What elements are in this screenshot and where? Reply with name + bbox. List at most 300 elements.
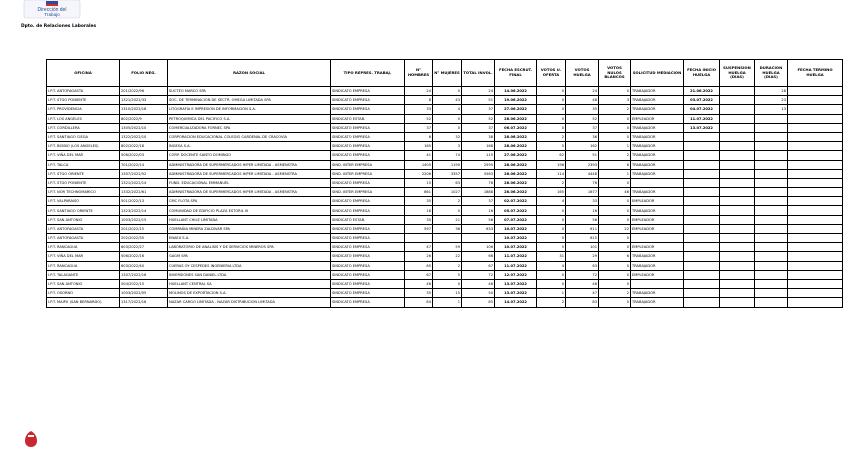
table-cell: SIND. INTER EMPRESA bbox=[331, 160, 405, 169]
table-cell: 10.07.2022 bbox=[495, 234, 537, 243]
table-cell: 37 bbox=[462, 197, 495, 206]
table-cell bbox=[788, 160, 843, 169]
column-header: VOTOS NULOS BLANCOS bbox=[599, 60, 631, 87]
table-cell: 0 bbox=[433, 123, 462, 132]
table-cell: PETROQUIMICA DEL PACIFICO S.A. bbox=[168, 114, 331, 123]
table-cell bbox=[720, 298, 755, 307]
table-cell: SINDICATO ESTAB. bbox=[331, 215, 405, 224]
table-cell: I.P.T. STGO ORIENTE bbox=[47, 169, 120, 178]
table-cell: 78 bbox=[462, 178, 495, 187]
table-cell bbox=[684, 215, 720, 224]
table-cell: I.P.T. SANTIAGO ORIENTE bbox=[47, 206, 120, 215]
table-cell: 0 bbox=[599, 197, 631, 206]
table-cell bbox=[755, 215, 788, 224]
table-cell: I.P.T. SANTIAGO CIEGA bbox=[47, 132, 120, 141]
table-cell bbox=[720, 169, 755, 178]
table-cell bbox=[720, 188, 755, 197]
table-cell: 33 bbox=[405, 105, 433, 114]
table-cell bbox=[720, 252, 755, 261]
table-cell: 0 bbox=[537, 114, 566, 123]
column-header: SOLICITUD MEDIACION bbox=[631, 60, 684, 87]
table-cell: 37 bbox=[462, 105, 495, 114]
table-cell: I.P.T. TALCA bbox=[47, 160, 120, 169]
table-cell: 12.07.2022 bbox=[495, 270, 537, 279]
table-cell bbox=[755, 234, 788, 243]
table-cell: 21.06.2022 bbox=[684, 87, 720, 96]
table-cell: 0 bbox=[537, 224, 566, 233]
table-cell bbox=[788, 206, 843, 215]
table-cell: 0 bbox=[433, 114, 462, 123]
table-cell bbox=[720, 87, 755, 96]
table-cell: 1323/2022/14 bbox=[120, 206, 168, 215]
table-cell: 5 bbox=[537, 243, 566, 252]
table-cell: 201/2022/96 bbox=[120, 87, 168, 96]
table-cell bbox=[755, 270, 788, 279]
column-header: FECHA ESCRUT. FINAL bbox=[495, 60, 537, 87]
table-cell: 85 bbox=[462, 298, 495, 307]
table-cell bbox=[684, 261, 720, 270]
table-cell bbox=[788, 132, 843, 141]
table-cell: 21 bbox=[433, 215, 462, 224]
table-cell: 22 bbox=[433, 252, 462, 261]
table-cell bbox=[755, 298, 788, 307]
table-cell bbox=[755, 142, 788, 151]
table-cell bbox=[788, 243, 843, 252]
table-cell: 8 bbox=[405, 96, 433, 105]
table-cell: 41 bbox=[405, 151, 433, 160]
table-cell: 504/2022/15 bbox=[120, 279, 168, 288]
table-cell bbox=[720, 151, 755, 160]
table-cell bbox=[720, 160, 755, 169]
table-cell: 1332/2022/61 bbox=[120, 188, 168, 197]
table-cell: 115 bbox=[462, 151, 495, 160]
table-cell bbox=[684, 160, 720, 169]
table-cell: TRABAJADOR bbox=[631, 188, 684, 197]
table-cell: SINDICATO EMPRESA bbox=[331, 224, 405, 233]
table-cell: 14.07.2022 bbox=[495, 298, 537, 307]
table-cell: 501/2022/13 bbox=[120, 197, 168, 206]
table-cell bbox=[433, 234, 462, 243]
table-cell: EMPLEADOR bbox=[631, 270, 684, 279]
table-cell: 1677 bbox=[566, 188, 599, 197]
table-cell: 14.06.2022 bbox=[495, 87, 537, 96]
table-cell: SINDICATO ESTAB. bbox=[331, 114, 405, 123]
table-cell: TRABAJADOR bbox=[631, 169, 684, 178]
table-cell bbox=[720, 114, 755, 123]
table-cell: 3 bbox=[599, 96, 631, 105]
column-header: FOLIO NEG. bbox=[120, 60, 168, 87]
table-row bbox=[47, 298, 843, 307]
table-cell bbox=[788, 279, 843, 288]
column-header: VOTOS U. OFERTA bbox=[537, 60, 566, 87]
table-cell: SINDICATO EMPRESA bbox=[331, 243, 405, 252]
table-cell: 74 bbox=[433, 151, 462, 160]
table-cell: 72 bbox=[566, 270, 599, 279]
table-cell: I.P.T. SAN ANTONIO bbox=[47, 215, 120, 224]
table-cell: SINDICATO EMPRESA bbox=[331, 123, 405, 132]
table-cell: 5 bbox=[433, 270, 462, 279]
table-cell: 0 bbox=[599, 206, 631, 215]
table-cell: 0 bbox=[537, 215, 566, 224]
table-cell: TRABAJADOR bbox=[631, 206, 684, 215]
table-cell: 101 bbox=[566, 243, 599, 252]
table-cell: I.P.T. TALAGANTE bbox=[47, 270, 120, 279]
table-cell: 28.06.2022 bbox=[495, 142, 537, 151]
table-cell bbox=[788, 188, 843, 197]
table-cell bbox=[788, 224, 843, 233]
table-cell: 615 bbox=[566, 234, 599, 243]
table-cell: 0 bbox=[599, 279, 631, 288]
table-cell: I.P.T. BIOBIO (LOS ANGELES) bbox=[47, 142, 120, 151]
table-row bbox=[47, 188, 843, 197]
table-cell: SINDICATO EMPRESA bbox=[331, 197, 405, 206]
table-cell bbox=[720, 270, 755, 279]
table-row bbox=[47, 243, 843, 252]
table-cell: 29 bbox=[566, 252, 599, 261]
table-cell: 36 bbox=[566, 132, 599, 141]
table-cell: 2 bbox=[537, 298, 566, 307]
table-cell: 37 bbox=[405, 123, 433, 132]
table-row bbox=[47, 132, 843, 141]
table-cell: 6 bbox=[599, 252, 631, 261]
table-cell: 1307/2022/16 bbox=[120, 270, 168, 279]
table-cell: 24 bbox=[462, 87, 495, 96]
table-cell: 84 bbox=[405, 298, 433, 307]
table-cell bbox=[788, 197, 843, 206]
table-header-row bbox=[47, 60, 843, 87]
table-cell: 2595 bbox=[462, 160, 495, 169]
table-cell: 5563 bbox=[462, 169, 495, 178]
table-cell: 1 bbox=[433, 298, 462, 307]
table-cell: 72 bbox=[462, 270, 495, 279]
table-row bbox=[47, 279, 843, 288]
table-cell: SINDICATO EMPRESA bbox=[331, 206, 405, 215]
table-cell: 13.07.2022 bbox=[495, 289, 537, 298]
table-cell: 0 bbox=[599, 243, 631, 252]
table-cell bbox=[462, 234, 495, 243]
table-cell bbox=[788, 114, 843, 123]
table-cell: I.P.T. ANTOFAGASTA bbox=[47, 224, 120, 233]
table-cell: SINDICATO EMPRESA bbox=[331, 151, 405, 160]
table-cell: 28.06.2022 bbox=[495, 188, 537, 197]
table-cell: 1 bbox=[599, 169, 631, 178]
table-cell: FUND. EDUCACIONAL EMMANUEL bbox=[168, 178, 331, 187]
table-cell bbox=[788, 261, 843, 270]
table-cell: TRABAJADOR bbox=[631, 105, 684, 114]
table-cell: CORPORACION EDUCACIONAL COLEGIO CARDENAL DE CRACOVIA bbox=[168, 132, 331, 141]
table-cell: 56 bbox=[462, 215, 495, 224]
table-cell: 02.07.2022 bbox=[495, 197, 537, 206]
table-cell: 27.06.2022 bbox=[495, 151, 537, 160]
table-cell: MOLINOS DE EXPORTACION S.A. bbox=[168, 289, 331, 298]
table-cell: 1310/2022/18 bbox=[120, 105, 168, 114]
table-cell: 0 bbox=[537, 206, 566, 215]
table-cell bbox=[684, 252, 720, 261]
table-cell bbox=[720, 215, 755, 224]
table-cell bbox=[684, 151, 720, 160]
table-cell: 22 bbox=[599, 224, 631, 233]
table-cell bbox=[755, 160, 788, 169]
table-cell: 83 bbox=[566, 298, 599, 307]
table-cell: 28.06.2022 bbox=[495, 169, 537, 178]
table-row bbox=[47, 252, 843, 261]
table-cell: 0 bbox=[599, 215, 631, 224]
table-cell bbox=[788, 96, 843, 105]
table-cell: 4 bbox=[433, 105, 462, 114]
table-cell: 165 bbox=[537, 188, 566, 197]
table-cell: 0 bbox=[433, 87, 462, 96]
table-row bbox=[47, 114, 843, 123]
table-cell bbox=[788, 123, 843, 132]
table-cell: TRABAJADOR bbox=[631, 289, 684, 298]
table-cell: 16 bbox=[405, 206, 433, 215]
table-cell: 67 bbox=[405, 270, 433, 279]
table-cell: TRABAJADOR bbox=[631, 142, 684, 151]
table-cell: 603/2022/27 bbox=[120, 243, 168, 252]
table-cell: SINDICATO EMPRESA bbox=[331, 234, 405, 243]
column-header: N° HOMBRES bbox=[405, 60, 433, 87]
table-cell: I.P.T. VALPARAISO bbox=[47, 197, 120, 206]
table-cell bbox=[788, 215, 843, 224]
table-cell: I.P.T. PROVIDENCIA bbox=[47, 105, 120, 114]
table-cell: 16 bbox=[462, 206, 495, 215]
table-cell: 1 bbox=[537, 289, 566, 298]
table-cell bbox=[720, 197, 755, 206]
table-cell: HUELLANT CENTRAL SA bbox=[168, 279, 331, 288]
table-cell bbox=[684, 224, 720, 233]
column-header: SUSPENSION HUELGA (DIAS) bbox=[720, 60, 755, 87]
table-cell bbox=[788, 169, 843, 178]
table-cell: 11.07.2022 bbox=[495, 261, 537, 270]
table-cell: TRABAJADOR bbox=[631, 261, 684, 270]
table-cell: CUERAS OY CESPEDES INGENIERIA LTDA bbox=[168, 261, 331, 270]
table-cell: 35 bbox=[405, 215, 433, 224]
table-cell: ADMINISTRADORA DE SUPERMERCADOS HIPER LIMITADA - ASMENSTRA bbox=[168, 188, 331, 197]
table-cell bbox=[720, 178, 755, 187]
table-cell: 597 bbox=[405, 224, 433, 233]
table-row bbox=[47, 105, 843, 114]
table-cell: 13.07.2022 bbox=[495, 279, 537, 288]
table-cell: NAZAR CARGO LIMITADA - NAZAR DISTRIBUCION LIMITADA bbox=[168, 298, 331, 307]
table-cell bbox=[755, 243, 788, 252]
table-cell: TRABAJADOR bbox=[631, 160, 684, 169]
table-row bbox=[47, 206, 843, 215]
table-cell: 04.07.2022 bbox=[684, 105, 720, 114]
table-cell: 26 bbox=[405, 252, 433, 261]
strike-negotiations-table bbox=[46, 59, 843, 308]
table-cell: I.P.T. SAN ANTONIO bbox=[47, 279, 120, 288]
table-cell: 24 bbox=[405, 87, 433, 96]
table-cell: 52 bbox=[566, 114, 599, 123]
table-cell bbox=[755, 188, 788, 197]
table-cell: 36 bbox=[433, 224, 462, 233]
table-cell: 28.06.2022 bbox=[495, 160, 537, 169]
table-cell bbox=[788, 105, 843, 114]
table-cell bbox=[684, 206, 720, 215]
table-cell: 19.06.2022 bbox=[495, 96, 537, 105]
table-cell bbox=[684, 197, 720, 206]
table-cell: COMERCIALIZADORA FORNEC SPA bbox=[168, 123, 331, 132]
table-cell bbox=[755, 279, 788, 288]
table-cell bbox=[684, 279, 720, 288]
table-cell: I.P.T. VIÑA DEL MAR bbox=[47, 151, 120, 160]
table-cell bbox=[788, 289, 843, 298]
table-cell: 0 bbox=[599, 298, 631, 307]
column-header: N° MUJERES bbox=[433, 60, 462, 87]
table-row bbox=[47, 270, 843, 279]
table-cell: 0 bbox=[537, 87, 566, 96]
table-cell: HUELLANT CHILE LIMITADA bbox=[168, 215, 331, 224]
table-cell: 2 bbox=[537, 132, 566, 141]
column-header: VOTOS HUELGA bbox=[566, 60, 599, 87]
table-cell: 0 bbox=[537, 123, 566, 132]
table-cell: SINDICATO EMPRESA bbox=[331, 142, 405, 151]
table-cell: 67 bbox=[462, 261, 495, 270]
table-cell bbox=[684, 298, 720, 307]
table-cell: EMPLEADOR bbox=[631, 243, 684, 252]
table-cell: 4 bbox=[537, 261, 566, 270]
table-body bbox=[47, 87, 843, 308]
table-cell: 1322/2022/10 bbox=[120, 132, 168, 141]
table-cell bbox=[788, 270, 843, 279]
table-cell: 2 bbox=[599, 151, 631, 160]
table-cell: I.P.T. STGO PONIENTE bbox=[47, 96, 120, 105]
table-cell bbox=[720, 123, 755, 132]
table-cell: 35 bbox=[405, 197, 433, 206]
table-cell: I.P.T. MAIPU (SAN BERNARDO) bbox=[47, 298, 120, 307]
table-cell: 24 bbox=[566, 87, 599, 96]
table-cell: EMPLEADOR bbox=[631, 197, 684, 206]
table-cell: 05.07.2022 bbox=[495, 206, 537, 215]
column-header: DURACION HUELGA (DIAS) bbox=[755, 60, 788, 87]
table-cell: TRABAJADOR bbox=[631, 96, 684, 105]
table-cell bbox=[755, 224, 788, 233]
table-cell bbox=[755, 169, 788, 178]
table-cell: 802/2022/9 bbox=[120, 114, 168, 123]
table-cell: 0 bbox=[433, 206, 462, 215]
table-cell: 202/2022/35 bbox=[120, 234, 168, 243]
table-row bbox=[47, 123, 843, 132]
table-cell bbox=[755, 252, 788, 261]
table-cell bbox=[684, 142, 720, 151]
table-cell: 1405 bbox=[405, 160, 433, 169]
table-cell: COMPAÑIA MINERA ZALDIVAR SPA bbox=[168, 224, 331, 233]
table-cell bbox=[684, 270, 720, 279]
table-cell bbox=[720, 132, 755, 141]
table-cell: TRABAJADOR bbox=[631, 87, 684, 96]
table-cell: 28.06.2022 bbox=[495, 132, 537, 141]
table-cell: 15 bbox=[405, 178, 433, 187]
table-cell bbox=[755, 197, 788, 206]
table-cell: 0 bbox=[537, 279, 566, 288]
table-cell: 633 bbox=[462, 224, 495, 233]
table-cell: 506/2022/03 bbox=[120, 151, 168, 160]
table-cell: 603/2022/40 bbox=[120, 261, 168, 270]
table-cell: COMUNIDAD DE EDIFICIO PLAZA ESTORIL III bbox=[168, 206, 331, 215]
table-cell: 48 bbox=[566, 96, 599, 105]
table-cell bbox=[788, 298, 843, 307]
table-row bbox=[47, 142, 843, 151]
table-cell: 0 bbox=[537, 270, 566, 279]
table-cell bbox=[684, 289, 720, 298]
table-cell: 1003/2022/05 bbox=[120, 289, 168, 298]
table-cell: 51 bbox=[462, 96, 495, 105]
table-cell: 5 bbox=[537, 142, 566, 151]
table-cell: ENAEX S.A. bbox=[168, 234, 331, 243]
table-cell bbox=[788, 178, 843, 187]
table-cell: SUCTEO MARCO SPA bbox=[168, 87, 331, 96]
table-cell: 27.06.2022 bbox=[495, 105, 537, 114]
table-cell: 31 bbox=[537, 252, 566, 261]
table-cell: TRABAJADOR bbox=[631, 132, 684, 141]
table-cell bbox=[684, 169, 720, 178]
table-cell bbox=[788, 87, 843, 96]
table-cell: 52 bbox=[405, 114, 433, 123]
table-cell: 0 bbox=[599, 178, 631, 187]
table-cell: SINDICATO EMPRESA bbox=[331, 105, 405, 114]
table-cell: 52 bbox=[462, 114, 495, 123]
table-cell: SINDICATO EMPRESA bbox=[331, 298, 405, 307]
table-cell: I.P.T. OSORNO bbox=[47, 289, 120, 298]
table-cell: 611 bbox=[566, 224, 599, 233]
table-cell: SINDICATO EMPRESA bbox=[331, 289, 405, 298]
table-cell bbox=[631, 178, 684, 187]
table-cell: 13.07.2022 bbox=[684, 123, 720, 132]
table-cell: 63 bbox=[566, 261, 599, 270]
table-cell: 1027 bbox=[433, 188, 462, 197]
table-row bbox=[47, 87, 843, 96]
table-cell: SIND. INTER EMPRESA bbox=[331, 169, 405, 178]
table-cell: 0 bbox=[599, 234, 631, 243]
table-cell bbox=[720, 243, 755, 252]
table-cell: 196 bbox=[537, 160, 566, 169]
table-cell: 2 bbox=[537, 178, 566, 187]
table-cell: 07.07.2022 bbox=[495, 215, 537, 224]
table-row bbox=[47, 289, 843, 298]
table-cell: 162 bbox=[566, 142, 599, 151]
table-cell: 2206 bbox=[405, 169, 433, 178]
table-cell: 3357 bbox=[433, 169, 462, 178]
table-cell: 11.07.2022 bbox=[495, 252, 537, 261]
table-cell: I.P.T. CORDILLERA bbox=[47, 123, 120, 132]
table-cell: TRABAJADOR bbox=[631, 123, 684, 132]
table-cell: 46 bbox=[462, 279, 495, 288]
table-cell: 6 bbox=[599, 160, 631, 169]
table-cell bbox=[720, 96, 755, 105]
table-cell: 10.07.2022 bbox=[495, 243, 537, 252]
table-cell: I.P.T. NOR TECHNOMARICO bbox=[47, 188, 120, 197]
table-cell: 1 bbox=[599, 142, 631, 151]
table-row bbox=[47, 197, 843, 206]
table-cell: 32 bbox=[433, 132, 462, 141]
bottom-logo-mark bbox=[24, 430, 38, 448]
table-cell: 47 bbox=[566, 289, 599, 298]
table-cell: 0 bbox=[537, 105, 566, 114]
table-cell: 0 bbox=[599, 261, 631, 270]
table-cell: CORP. DOCENTE SANTO DOMINGO bbox=[168, 151, 331, 160]
table-cell: 1190 bbox=[433, 160, 462, 169]
table-cell: 50 bbox=[462, 289, 495, 298]
table-cell: 28.06.2022 bbox=[495, 178, 537, 187]
table-cell: EMPLEADOR bbox=[631, 224, 684, 233]
column-header: FECHA TERMINO HUELGA bbox=[788, 60, 843, 87]
table-cell: 38 bbox=[462, 132, 495, 141]
table-cell: 2 bbox=[433, 261, 462, 270]
table-cell: 62 bbox=[537, 151, 566, 160]
table-cell: 35 bbox=[566, 105, 599, 114]
table-cell bbox=[631, 279, 684, 288]
table-cell: I.P.T. ANTOFAGASTA bbox=[47, 234, 120, 243]
